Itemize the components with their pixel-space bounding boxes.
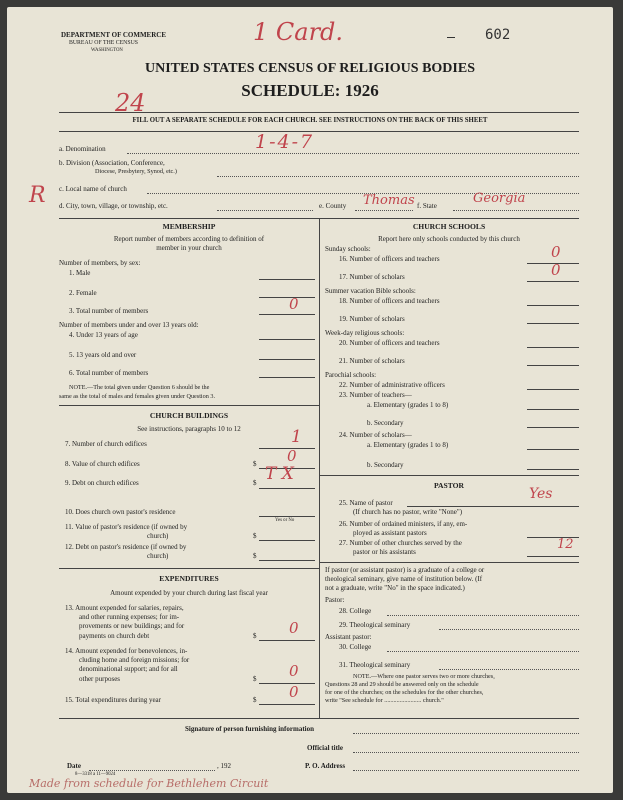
division-label-2: Diocese, Presbytery, Synod, etc.) [95, 168, 177, 175]
q14-line-3: denominational support; and for all [79, 665, 178, 673]
q17-scholars: 17. Number of scholars [339, 273, 405, 281]
q11-value-residence-2: church) [147, 532, 169, 540]
q2-female: 2. Female [69, 289, 97, 297]
form-title: UNITED STATES CENSUS OF RELIGIOUS BODIES [144, 61, 475, 76]
q4-under-13: 4. Under 13 years of age [69, 331, 138, 339]
q10-owns-residence: 10. Does church own pastor's residence [65, 508, 176, 516]
q13-line-1: 13. Amount expended for salaries, repairs, [65, 604, 184, 612]
q15-total-expenditures: 15. Total expenditures during year [65, 696, 161, 704]
denomination-value[interactable]: 1-4-7 [255, 131, 315, 153]
q7-church-edifices: 7. Number of church edifices [65, 440, 147, 448]
graduate-note-2: theological seminary, give name of institution below. (If [325, 575, 483, 583]
pastor-note-1: NOTE.—Where one pastor serves two or more churches, [353, 673, 495, 680]
city-label: WASHINGTON [91, 48, 123, 53]
q16-officers-teachers: 16. Number of officers and teachers [339, 255, 440, 263]
membership-heading: MEMBERSHIP [162, 222, 216, 231]
schools-intro: Report here only schools conducted by this church [378, 235, 520, 243]
q12-dollar: $ [253, 552, 257, 560]
q26-line-2: ployed as assistant pastors [353, 529, 427, 537]
q11-value-residence: 11. Value of pastor's residence (if owned by [65, 523, 188, 531]
graduate-note-1: If pastor (or assistant pastor) is a graduate of a college or [325, 566, 485, 574]
q27-line-2: pastor or his assistants [353, 548, 416, 556]
q13-dollar: $ [253, 632, 257, 640]
q25-note: (If church has no pastor, write "None") [353, 508, 463, 516]
assistant-pastor-label: Assistant pastor: [325, 633, 372, 641]
local-name-label: c. Local name of church [59, 185, 127, 193]
q22-admin-officers: 22. Number of administrative officers [339, 381, 445, 389]
form-subtitle: SCHEDULE: 1926 [241, 81, 379, 100]
q30-college: 30. College [339, 643, 372, 651]
members-by-age: Number of members under and over 13 years old: [59, 321, 199, 329]
dash-mark [447, 37, 455, 38]
q26-line-1: 26. Number of ordained ministers, if any, em- [339, 520, 468, 528]
q19-scholars: 19. Number of scholars [339, 315, 405, 323]
q1-male: 1. Male [69, 269, 91, 277]
q14-dollar: $ [253, 675, 257, 683]
q13-line-3: provements or new buildings; and for [79, 622, 185, 630]
q12-debt-residence-2: church) [147, 552, 169, 560]
q28-college: 28. College [339, 607, 372, 615]
q25-value[interactable]: Yes [529, 486, 553, 502]
sunday-schools-label: Sunday schools: [325, 245, 371, 253]
handwritten-footer-note: Made from schedule for Bethlehem Circuit [29, 777, 269, 790]
q3-total-members: 3. Total number of members [69, 307, 149, 315]
bureau-label: BUREAU OF THE CENSUS [69, 40, 138, 46]
membership-intro-2: member in your church [156, 244, 222, 252]
pastor-note-4: write "See schedule for ........................ church." [325, 697, 444, 704]
q9-value[interactable]: T X [265, 464, 294, 484]
q14-line-1: 14. Amount expended for benevolences, in- [65, 647, 188, 655]
pastor-heading: PASTOR [433, 481, 465, 490]
summer-schools-label: Summer vacation Bible schools: [325, 287, 416, 295]
members-by-sex: Number of members, by sex: [59, 259, 141, 267]
department-label: DEPARTMENT OF COMMERCE [61, 31, 167, 39]
q24b-secondary: b. Secondary [367, 461, 404, 469]
q24a-elementary: a. Elementary (grades 1 to 8) [367, 441, 449, 449]
po-address-label: P. O. Address [305, 762, 346, 770]
county-value[interactable]: Thomas [363, 193, 415, 208]
print-code: 8—3318 a 11—9024 [75, 772, 116, 777]
expenditures-intro: Amount expended by your church during last fiscal year [110, 589, 268, 597]
pastor-note-3: for one of the churches; on the schedules for the other churches, [325, 689, 484, 696]
q5-13-and-over: 5. 13 years old and over [69, 351, 137, 359]
census-schedule-sheet [7, 7, 613, 793]
handwritten-24: 24 [115, 89, 146, 117]
q29-seminary: 29. Theological seminary [339, 621, 411, 629]
city-town-label: d. City, town, village, or township, etc. [59, 202, 168, 210]
buildings-heading: CHURCH BUILDINGS [149, 411, 229, 420]
q12-debt-residence: 12. Debt on pastor's residence (if owned by [65, 543, 187, 551]
division-label: b. Division (Association, Conference, [59, 159, 165, 167]
pastor-label: Pastor: [325, 596, 345, 604]
q23a-elementary: a. Elementary (grades 1 to 8) [367, 401, 449, 409]
q7-value[interactable]: 1 [291, 427, 302, 447]
q23-teachers: 23. Number of teachers— [339, 391, 412, 399]
q24-scholars: 24. Number of scholars— [339, 431, 412, 439]
q20-officers-teachers: 20. Number of officers and teachers [339, 339, 440, 347]
buildings-intro: See instructions, paragraphs 10 to 12 [137, 425, 241, 433]
q16-value[interactable]: 0 [551, 243, 561, 261]
q3-value[interactable]: 0 [289, 295, 299, 313]
graduate-note-3: not a graduate, write "No" in the space indicated.) [325, 584, 465, 592]
q13-value[interactable]: 0 [289, 619, 299, 637]
form-number: 602 [485, 27, 511, 43]
signature-label: Signature of person furnishing information [185, 725, 314, 733]
schools-heading: CHURCH SCHOOLS [412, 222, 486, 231]
year-label: , 192 [217, 762, 231, 770]
membership-note-1: NOTE.—The total given under Question 6 should be the [69, 384, 210, 391]
q14-line-2: cluding home and foreign missions; for [79, 656, 190, 664]
form-instruction: FILL OUT A SEPARATE SCHEDULE FOR EACH CHURCH. SEE INSTRUCTIONS ON THE BACK OF THIS SHEET [132, 117, 488, 124]
q15-value[interactable]: 0 [289, 683, 299, 701]
official-title-label: Official title [307, 744, 343, 752]
q11-dollar: $ [253, 532, 257, 540]
denomination-label: a. Denomination [59, 145, 106, 153]
q9-dollar: $ [253, 479, 257, 487]
yes-or-no-hint: Yes or No [275, 518, 295, 523]
county-label: e. County [319, 202, 347, 210]
q9-debt-edifices: 9. Debt on church edifices [65, 479, 139, 487]
q8-value[interactable]: 0 [287, 447, 297, 465]
q31-seminary: 31. Theological seminary [339, 661, 411, 669]
q8-value-edifices: 8. Value of church edifices [65, 460, 140, 468]
q27-line-1: 27. Number of other churches served by the [339, 539, 462, 547]
handwritten-card-note: 1 Card. [253, 18, 344, 46]
q13-line-4: payments on church debt [79, 632, 150, 640]
weekday-schools-label: Week-day religious schools: [325, 329, 405, 337]
q6-total-members: 6. Total number of members [69, 369, 149, 377]
expenditures-heading: EXPENDITURES [159, 574, 219, 583]
q15-dollar: $ [253, 696, 257, 704]
parochial-schools-label: Parochial schools: [325, 371, 377, 379]
handwritten-r-mark: R [29, 183, 46, 208]
q25-name-of-pastor: 25. Name of pastor [339, 499, 393, 507]
membership-intro-1: Report number of members according to definition of [113, 235, 265, 243]
q14-value[interactable]: 0 [289, 662, 299, 680]
q18-officers-teachers: 18. Number of officers and teachers [339, 297, 440, 305]
state-value[interactable]: Georgia [473, 191, 526, 206]
q13-line-2: and other running expenses; for im- [79, 613, 180, 621]
membership-note-2: same as the total of males and females given under Question 3. [59, 393, 216, 400]
date-label: Date [67, 762, 81, 770]
q14-line-4: other purposes [79, 675, 121, 683]
state-label: f. State [417, 202, 437, 210]
q27-value[interactable]: 12 [557, 537, 574, 552]
q17-value[interactable]: 0 [551, 261, 561, 279]
q8-dollar: $ [253, 460, 257, 468]
q21-scholars: 21. Number of scholars [339, 357, 405, 365]
pastor-note-2: Questions 28 and 29 should be answered only on the schedule [325, 681, 479, 688]
q23b-secondary: b. Secondary [367, 419, 404, 427]
